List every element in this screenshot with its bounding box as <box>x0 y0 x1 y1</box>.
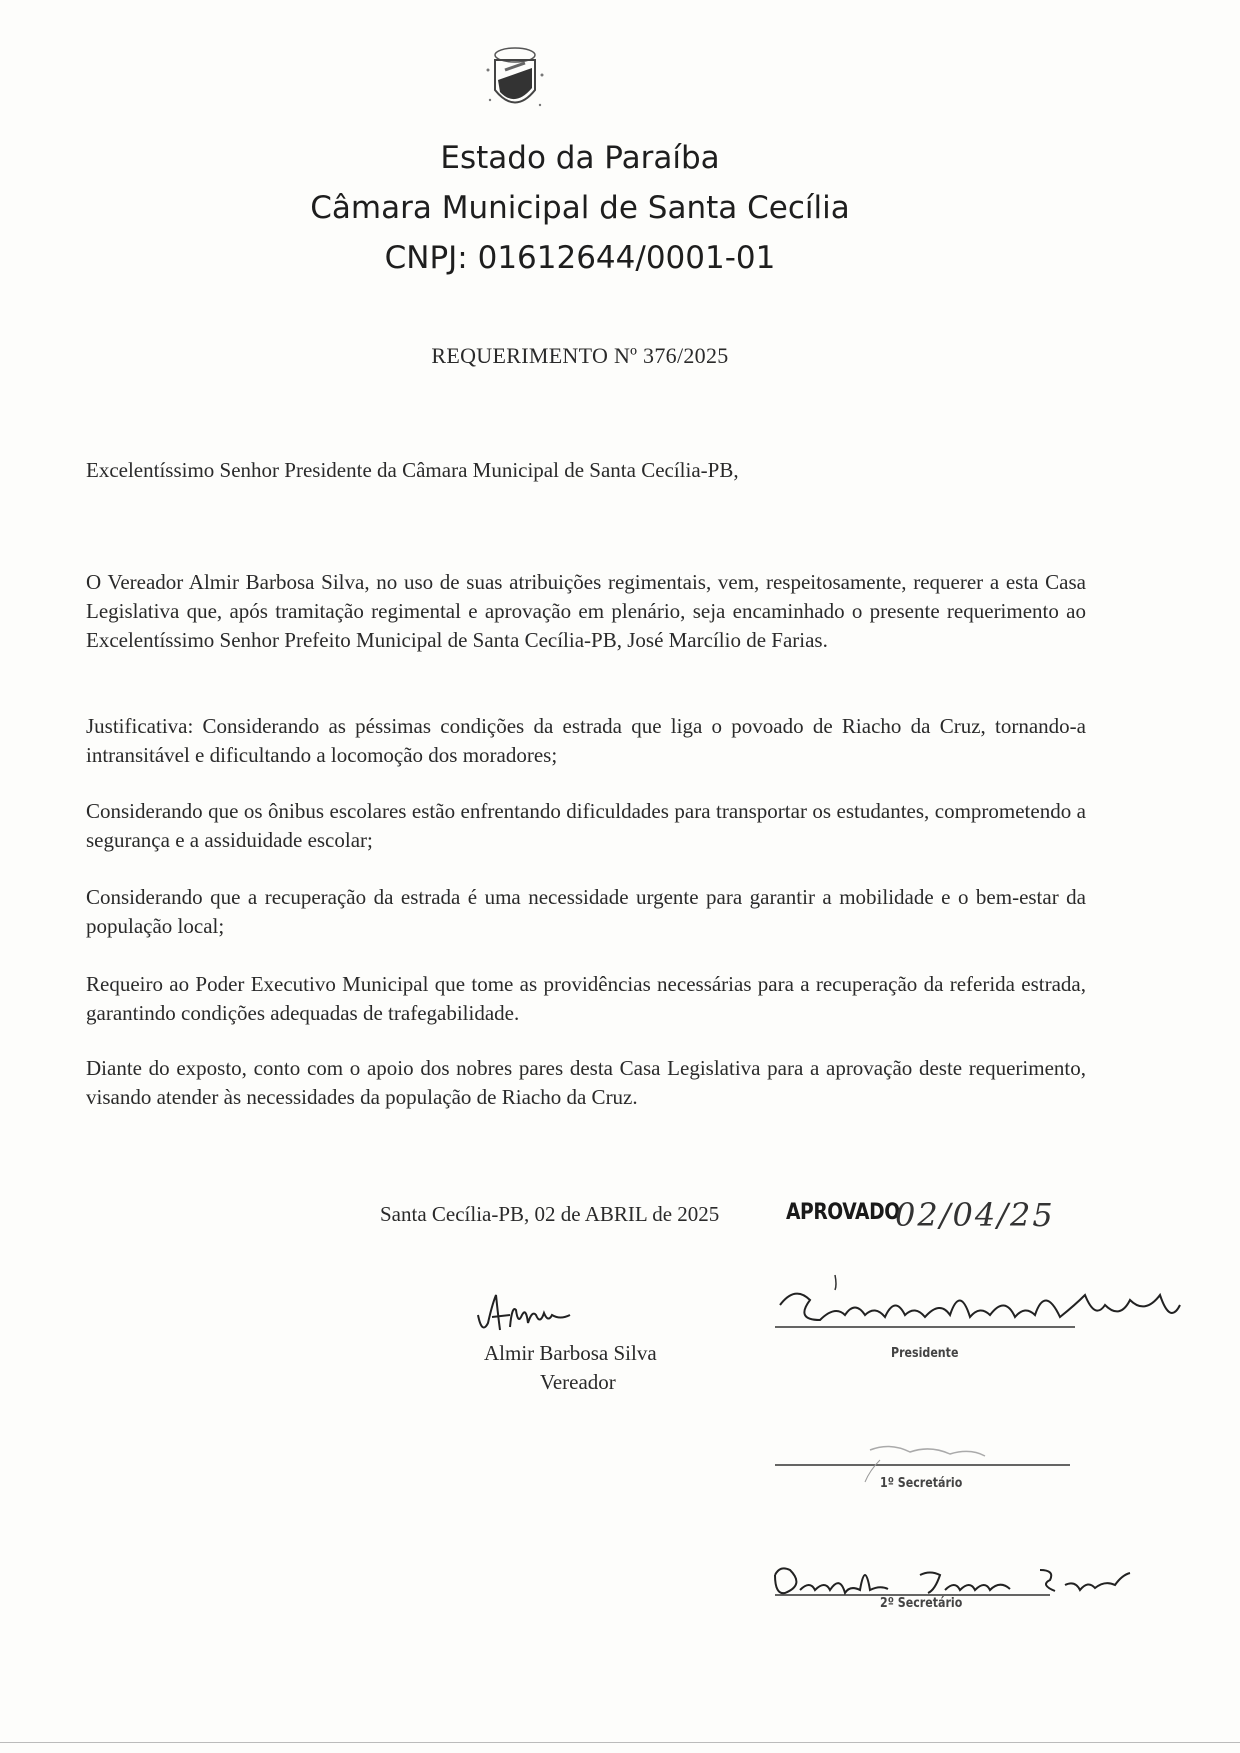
approval-date-handwritten: 02/04/25 <box>895 1196 1055 1234</box>
president-signature <box>775 1265 1195 1345</box>
state-heading: Estado da Paraíba <box>440 140 720 176</box>
coat-of-arms-seal <box>470 30 560 125</box>
author-name: Almir Barbosa Silva <box>484 1341 657 1365</box>
second-secretary-label: 2º Secretário <box>880 1596 963 1611</box>
author-signature <box>470 1285 580 1340</box>
salutation: Excelentíssimo Senhor Presidente da Câmara Municipal de Santa Cecília-PB, <box>86 458 739 482</box>
chamber-heading: Câmara Municipal de Santa Cecília <box>310 190 850 226</box>
paragraph-justification: Justificativa: Considerando as péssimas condições da estrada que liga o povoado de Riacho da Cruz, tornando-a intransitável e dificultando a locomoção dos moradores; <box>86 714 1086 767</box>
paragraph-school-buses: Considerando que os ônibus escolares estão enfrentando dificuldades para transportar os estudantes, comprometendo a segurança e a assiduidade escolar; <box>86 799 1086 852</box>
page-bottom-edge <box>0 1742 1240 1743</box>
paragraph-urgency: Considerando que a recuperação da estrada é uma necessidade urgente para garantir a mobilidade e o bem-estar da população local; <box>86 885 1086 938</box>
first-secretary-label: 1º Secretário <box>880 1476 963 1491</box>
approval-stamp: APROVADO <box>786 1200 900 1225</box>
place-and-date: Santa Cecília-PB, 02 de ABRIL de 2025 <box>380 1202 720 1226</box>
cnpj-heading: CNPJ: 01612644/0001-01 <box>384 240 776 276</box>
paragraph-conclusion: Diante do exposto, conto com o apoio dos nobres pares desta Casa Legislativa para a aprovação deste requerimento, visando atender às necessidades da população de Riacho da Cruz. <box>86 1056 1086 1109</box>
paragraph-request: O Vereador Almir Barbosa Silva, no uso de suas atribuições regimentais, vem, respeitosamente, requerer a esta Casa Legislativa que, após tramitação regimental e aprovação em plenário, seja encaminhado o presente requerimento ao Excelentíssimo Senhor Prefeito Municipal de Santa Cecília-PB, José Marcílio de Farias. <box>86 570 1086 652</box>
author-role: Vereador <box>540 1370 616 1394</box>
paragraph-requirement: Requeiro ao Poder Executivo Municipal que tome as providências necessárias para a recuperação da referida estrada, garantindo condições adequadas de trafegabilidade. <box>86 972 1086 1025</box>
president-label: Presidente <box>891 1346 959 1361</box>
document-title: REQUERIMENTO Nº 376/2025 <box>431 343 729 368</box>
